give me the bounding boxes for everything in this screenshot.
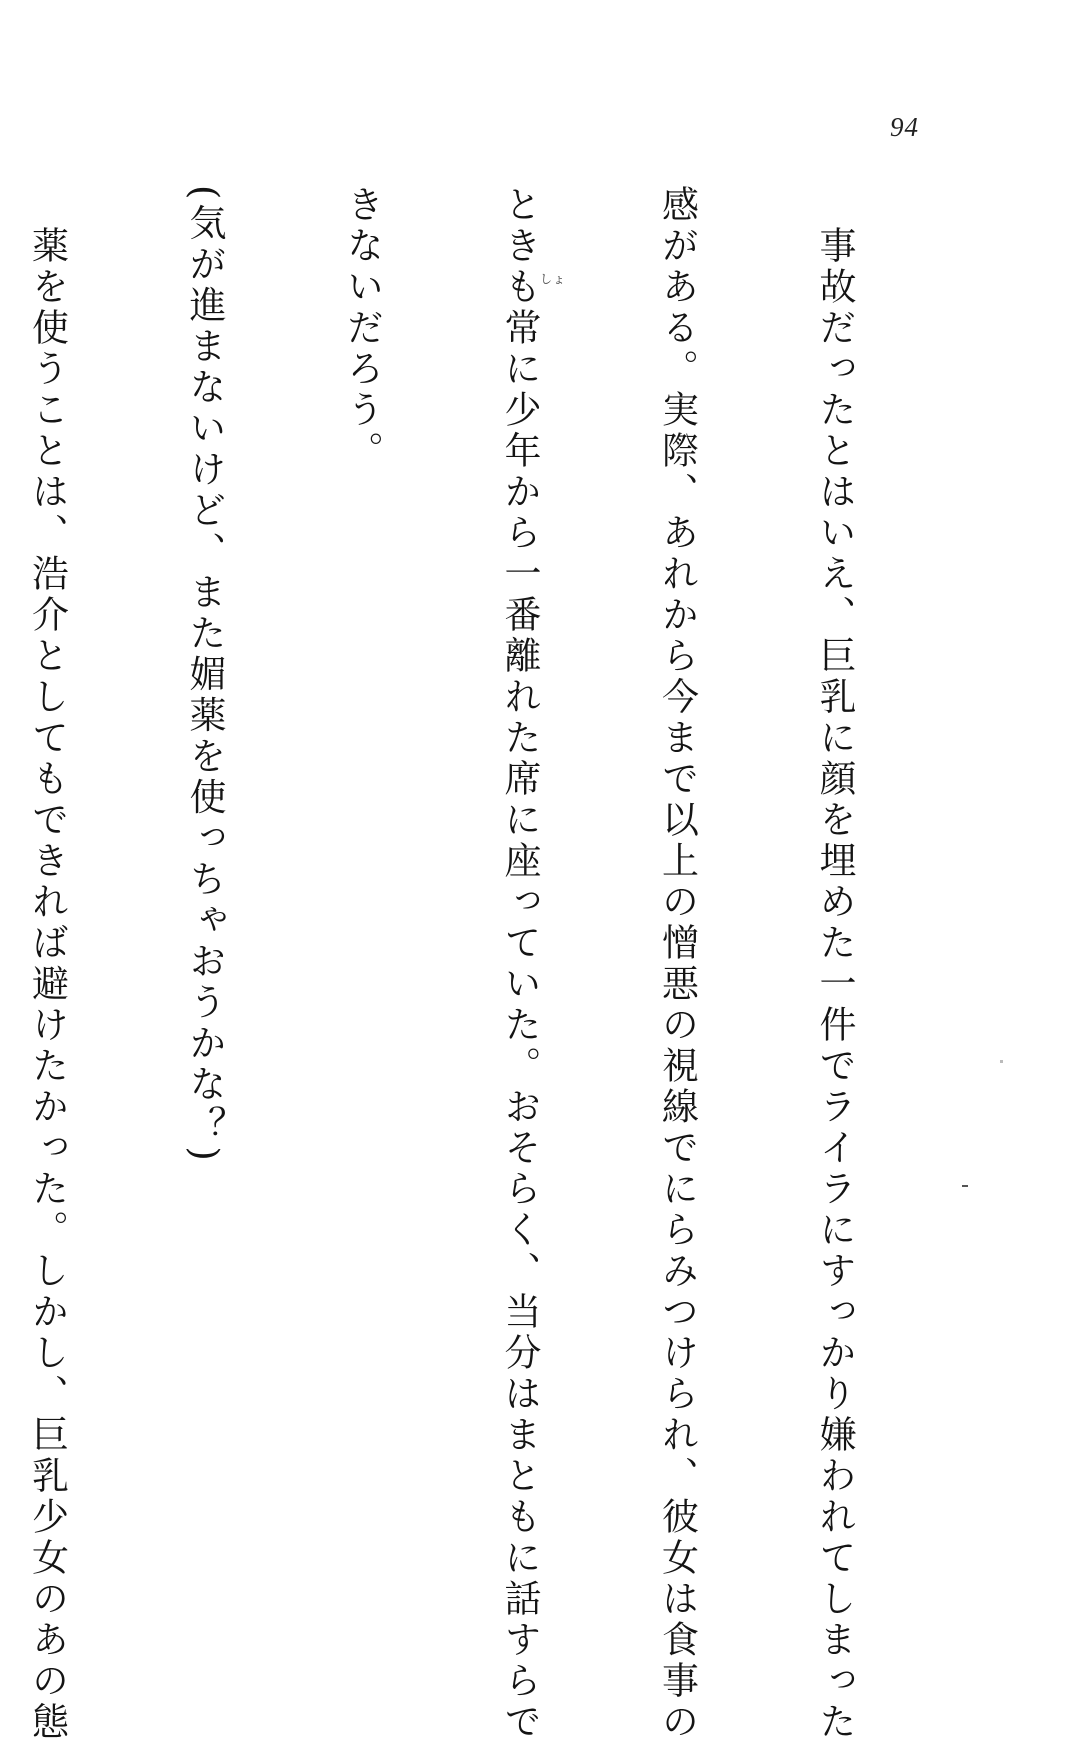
furigana-ruby: しょ — [540, 272, 567, 286]
text-line: 薬を使うことは、浩介としてもできれば避けたかった。しかし、巨乳少女のあの態 — [25, 185, 69, 1743]
text-line: ときも常に少年から一番離れた席に座っていた。おそらく、当分はまともに話すらで — [498, 185, 541, 1743]
text-line: きないだろう。 — [340, 185, 384, 472]
text-line: 事故だったとはいえ、巨乳に顔を埋めた一件でライラにすっかり嫌われてしまった — [813, 185, 856, 1743]
vertical-text-body — [25, 185, 965, 1743]
text-line: 感がある。実際、あれから今まで以上の憎悪の視線でにらみつけられ、彼女は食事の — [655, 185, 699, 1743]
text-line: (気が進まないけど、また媚薬を使っちゃおうかな？) — [183, 185, 226, 1165]
scan-speck — [1000, 1060, 1003, 1063]
scan-speck — [962, 1185, 968, 1187]
page-number: 94 — [890, 112, 919, 142]
